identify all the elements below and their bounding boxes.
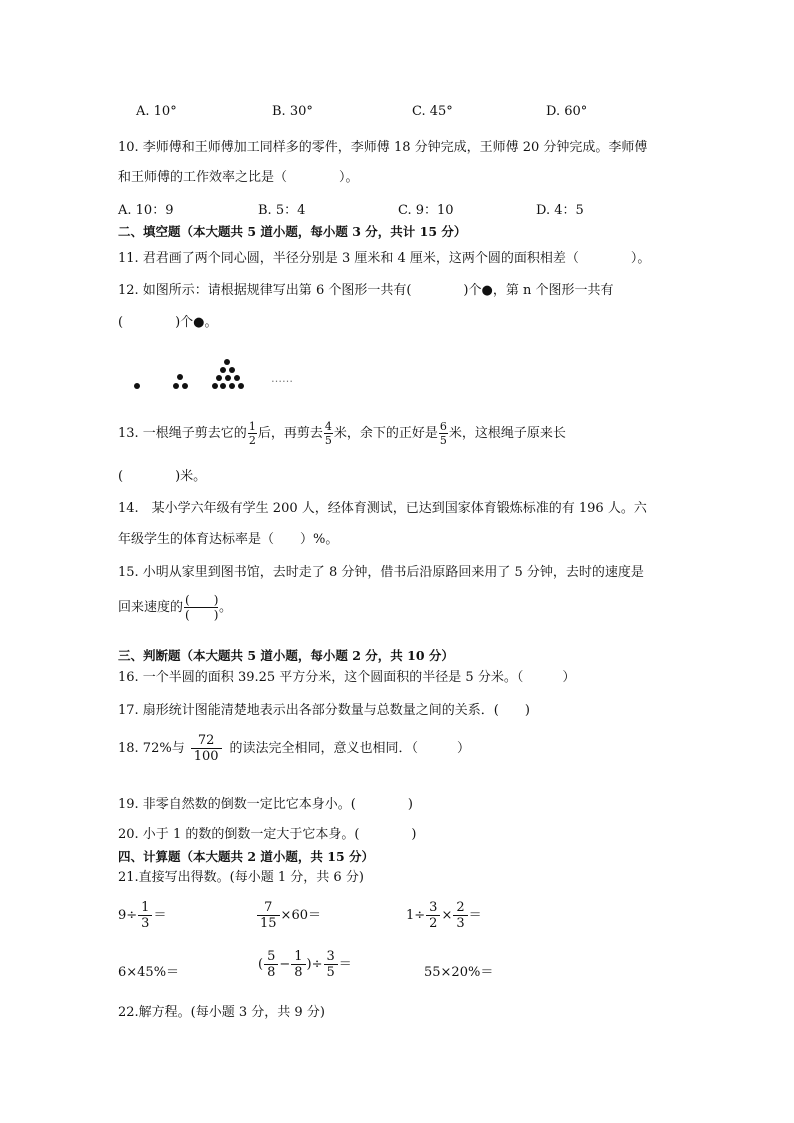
q16: 16. 一个半圆的面积 39.25 平方分米，这个圆面积的半径是 5 分米。（ ） [118,670,576,685]
dot [134,383,140,389]
q10-option-c: C. 9：10 [398,203,454,218]
dot [229,367,235,373]
q13-text-3: 米，余下的正好是 [333,426,438,441]
fraction: $\frac{7}{15}$ [257,901,280,930]
q14-line2: 年级学生的体育达标率是（ ）%。 [118,532,339,547]
section-judgement-title: 三、判断题（本大题共 5 道小题，每小题 2 分，共 10 分） [118,648,454,663]
dot [229,383,235,389]
fraction: $\frac{72}{100}$ [191,734,222,763]
q21-title: 21.直接写出得数。(每小题 1 分，共 6 分) [118,870,364,885]
dot-pattern-figure [125,356,325,392]
dot [224,359,230,365]
dot [182,383,188,389]
calc-2: $\frac{7}{15}$ ×60＝ [256,901,321,930]
section-calculation-title: 四、计算题（本大题共 2 道小题，共 15 分） [118,849,375,864]
q9-option-c: C. 45° [412,104,453,119]
q10-line1: 10. 李师傅和王师傅加工同样多的零件，李师傅 18 分钟完成，王师傅 20 分钟完成。李师傅 [118,140,648,155]
q9-option-b: B. 30° [272,104,313,119]
fraction: $\frac{3}{5}$ [324,950,338,979]
fraction: $\frac{5}{8}$ [264,950,278,979]
q9-option-a: A. 10° [136,104,177,119]
fraction: $\frac{3}{2}$ [426,901,440,930]
q18-text: 18. 72%与 [118,741,185,756]
q14-line1: 14. 某小学六年级有学生 200 人，经体育测试，已达到国家体育锻炼标准的有 196 人。六 [118,501,647,516]
fraction: $\frac{1}{8}$ [291,950,305,979]
q13-text-4: 米，这根绳子原来长 [448,426,566,441]
q12-line2: ( )个●。 [118,315,218,330]
q13-line2: ( )米。 [118,469,207,484]
q15-text: 回来速度的 [118,600,184,615]
q13-line1 [118,421,566,446]
q10-option-b: B. 5：4 [258,203,306,218]
calc-5: ( $\frac{5}{8}$ − $\frac{1}{8}$ )÷ $\frac{3}{5}$ ＝ [258,949,352,980]
dot [225,375,231,381]
q10-option-d: D. 4：5 [536,203,584,218]
calc-4: 6×45%＝ [118,965,180,980]
dot [238,383,244,389]
q10-option-a: A. 10：9 [118,203,174,218]
dot [173,383,179,389]
q18-suffix: 的读法完全相同，意义也相同．（ ） [229,741,471,756]
q18 [118,734,470,763]
calc-6: 55×20%＝ [424,965,494,980]
calc-3: 1÷ $\frac{3}{2}$ × $\frac{2}{3}$ ＝ [406,900,482,931]
dot [177,374,183,380]
q20: 20. 小于 1 的数的倒数一定大于它本身。( ) [118,827,417,842]
fraction: $\frac{2}{3}$ [453,901,467,930]
ellipsis: …… [271,372,293,385]
section-fill-in-title: 二、填空题（本大题共 5 道小题，每小题 3 分，共计 15 分） [118,224,467,239]
dot [220,383,226,389]
dot [212,383,218,389]
q9-option-d: D. 60° [546,104,588,119]
q15-line1: 15. 小明从家里到图书馆，去时走了 8 分钟，借书后沿原路回来用了 5 分钟，去时的速度是 [118,565,644,580]
q22-title: 22.解方程。(每小题 3 分，共 9 分) [118,1005,325,1020]
fraction: $\frac{4}{5}$ [324,420,332,447]
dot [216,375,222,381]
q11: 11. 君君画了两个同心圆，半径分别是 3 厘米和 4 厘米，这两个圆的面积相差（ ）。 [118,251,651,266]
fraction: $\frac{1}{3}$ [138,901,152,930]
q13-text-1: 13. 一根绳子剪去它的 [118,426,247,441]
q13-text-2: 后，再剪去 [257,426,323,441]
q15-suffix: 。 [219,600,233,615]
q17: 17. 扇形统计图能清楚地表示出各部分数量与总数量之间的关系．( ) [118,703,530,718]
fraction: $\frac{1}{2}$ [248,420,256,447]
dot [234,375,240,381]
q15-line2 [118,594,232,621]
calc-1: 9÷ $\frac{1}{3}$ ＝ [118,900,167,931]
q10-line2: 和王师傅的工作效率之比是（ ）。 [118,170,359,185]
fraction: $\frac{6}{5}$ [439,420,447,447]
blank-fraction: $\frac{( )}{( )}$ [185,593,219,622]
q19: 19. 非零自然数的倒数一定比它本身小。( ) [118,797,413,812]
q12-line1: 12. 如图所示：请根据规律写出第 6 个图形一共有( )个●，第 n 个图形一共有 [118,283,614,298]
dot [220,367,226,373]
